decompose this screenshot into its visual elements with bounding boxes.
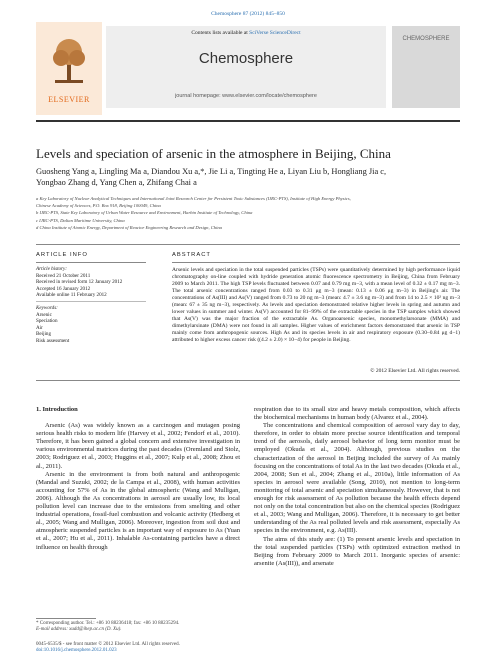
- abstract-rule: [172, 262, 460, 263]
- keywords-label: Keywords:: [36, 305, 58, 311]
- contents-line: [106, 30, 386, 36]
- affiliation: b IJRC-PTS, State Key Laboratory of Urban Water Resource and Environment, Harbin Institute of Technology, China: [36, 210, 253, 216]
- abstract-end-rule: [36, 380, 460, 381]
- contents-prefix: Contents lists available at: [191, 30, 250, 36]
- left-column: [36, 406, 240, 552]
- paragraph: The aims of this study are: (1) To present arsenic levels and speciation in the total suspended particles (TSPs) with optimized extraction method in Beijing from February 2009 to March 2011. Inorganic species of arsenic: arsenite (As(III)), and arsenate: [254, 535, 460, 567]
- affiliation: c IJRC-PTS, Dalian Maritime University, China: [36, 217, 125, 223]
- article-info-heading: ARTICLE INFO: [36, 252, 88, 258]
- keyword[interactable]: Risk assessment: [36, 337, 70, 344]
- publisher-logo[interactable]: [36, 22, 102, 115]
- history-date: Accepted 16 January 2012: [36, 285, 91, 292]
- abstract-heading: ABSTRACT: [172, 252, 211, 258]
- issn: 0045-6535/$ - see front matter © 2012 Elsevier Ltd. All rights reserved.: [36, 642, 180, 647]
- issn-block: [36, 642, 256, 655]
- journal-cover[interactable]: [392, 26, 460, 108]
- keyword[interactable]: Beijing: [36, 331, 51, 338]
- footnote-rule: [36, 618, 96, 619]
- sciencedirect-link[interactable]: SciVerse ScienceDirect: [249, 30, 301, 36]
- affiliation: d China Institute of Atomic Energy, Department of Reactor Engineering Research and Design, China: [36, 224, 222, 230]
- keyword[interactable]: Air: [36, 324, 43, 331]
- copyright: © 2012 Elsevier Ltd. All rights reserved.: [370, 368, 460, 374]
- info-rule: [36, 262, 146, 263]
- info-separator: [36, 301, 146, 302]
- section-divider: [36, 244, 460, 245]
- article-history: [36, 266, 146, 299]
- paragraph: The concentrations and chemical composition of aerosol vary day to day, therefore, in order to obtain more precise source identification and temporal trend of the aerosols, daily aerosol behavior of long term monitor must be employed (Okuda et al., 2004). Although, previous studies on the characterization of the aerosol in Beijing included the survey of As mainly focusing on the concentrations of total As in the last two decades (Okuda et al., 2004, 2008; Sun et al., 2004; Zhang et al., 2010a), little information of As species in aerosol were available (Song, 2010), not mention to long-term monitoring of total arsenic and speciation simultaneously. However, that is not enough for risk assessment of As pollution because the health effects depend not only on the total concentration but also on the chemical species (Rodriguez et al., 2003; Wang and Mulligan, 2006). Therefore, it is necessary to get better understanding of the As real polluted levels and risk assessment, especially As species in the environment, e.g. As(III).: [254, 422, 460, 535]
- history-date: Received 21 October 2011: [36, 272, 91, 279]
- tree-icon: [49, 34, 89, 84]
- affiliation: a Key Laboratory of Nuclear Analytical Techniques and International Joint Research Center for Persistent Toxic Substances (IJRC-PTS), Institute of High Energy Physics,: [36, 196, 351, 201]
- corresponding-author: * Corresponding author. Tel.: +86 10 88236418; fax: +86 10 88235294.: [36, 621, 180, 626]
- journal-citation[interactable]: Chemosphere 87 (2012) 845–850: [211, 11, 285, 17]
- affiliation: Chinese Academy of Sciences, P.O. Box 918, Beijing 100049, China: [36, 203, 161, 209]
- right-column: [254, 406, 460, 568]
- history-date: Available online 11 February 2012: [36, 292, 107, 299]
- keyword[interactable]: Speciation: [36, 318, 58, 325]
- journal-homepage[interactable]: journal homepage: www.elsevier.com/locate/chemosphere: [175, 93, 317, 99]
- journal-header: [106, 26, 386, 108]
- journal-banner: [36, 22, 460, 115]
- doi-link[interactable]: doi:10.1016/j.chemosphere.2012.01.023: [36, 648, 117, 654]
- section-heading: 1. Introduction: [36, 406, 78, 413]
- paragraph: Arsenic in the environment is from both natural and anthropogenic (Mandal and Suzuki, 2002; de la Campa et al., 2008), with human activities accounting for 57% of As in the global atmospheric (Wang and Mulligan, 2006). Although the As concentrations in aerosol are usually low, its local pollution level can increase due to the emissions from smelting and other industrial operations, fossil-fuel combustion and volcanic activity (Hedberg et al., 2005; Wang and Mulligan, 2006). Moreover, ingestion from soil dust and atmospheric suspended particles is an important way of exposure to As (Yuan et al., 2007; Hu et al., 2011). Inhalable As-containing particles have a direct influence on health through: [36, 470, 240, 551]
- history-label: Article history:: [36, 266, 67, 272]
- article-title: Levels and speciation of arsenic in the atmosphere in Beijing, China: [36, 146, 391, 161]
- journal-title[interactable]: Chemosphere: [198, 50, 294, 67]
- author-list: [36, 166, 460, 188]
- cover-title: CHEMOSPHERE: [402, 36, 450, 42]
- paragraph: respiration due to its small size and heavy metals composition, which affects the biochemical mechanisms in human body (Alvarez et al., 2004).: [254, 406, 460, 422]
- publisher-name: ELSEVIER: [48, 95, 90, 104]
- history-date: Received in revised form 12 January 2012: [36, 279, 123, 286]
- abstract-text: Arsenic levels and speciation in the total suspended particles (TSPs) were quantitatively determined by high performance liquid chromatography on-line coupled with hydride generation atomic fluorescence spectrometry in Beijing, China from February 2009 to March 2011. The high TSP levels fluctuated between 0.07 and 0.79 mg m−3, with a mean level of 0.32 ± 0.17 mg m−3. The total arsenic concentrations ranged from 0.03 to 0.31 μg m−3 (mean: 0.13 ± 0.06 μg m−3) in Beijing's air. The concentrations of As(III) and As(V) ranged from 0.73 to 20 ng m−3 (mean: 4.7 ± 3.6 ng m−3) and from 14 to 2.5 × 10² ng m−3 (mean: 67 ± 35 ng m−3), respectively. As levels and speciation demonstrated relative higher levels in spring and autumn and lower values in summer and winter. As(V) accounted for 81–99% of the extractable species in the TSP samples which showed that As(V) was the major fraction of the extractable As. Organoarsenic species, monomethylarsonate (MMA) and dimethylarsinate (DMA) were not found in all samples. Higher values of enrichment factors demonstrated that arsenic in TSP mainly come from anthropogenic sources. High As and its species levels in air and respiratory exposure (0.30–0.84 μg d−1) attributed to higher excess cancer risk ((4.2 ± 2.0) × 10−4) for people in Beijing.: [172, 267, 460, 344]
- author-line: Yongbao Zhang d, Yang Chen a, Zhifang Chai a: [36, 178, 197, 187]
- paragraph: Arsenic (As) was widely known as a carcinogen and mutagen posing serious health risks to modern life (Harvey et al., 2002; Fendorf et al., 2010). Therefore, it has been gained a global concern and extensive investigation in various environmental matrices during the past decades (Oremland and Stolz, 2003; Rodriguez et al., 2003; Huggins et al., 2007; Kulp et al., 2008; Zhou et al., 2011).: [36, 422, 240, 470]
- affiliations: [36, 195, 460, 231]
- email-line[interactable]: E-mail address: xudd@ihep.ac.cn (D. Xu).: [36, 627, 122, 633]
- header-rule: [36, 120, 460, 122]
- keywords: [36, 305, 146, 345]
- footnotes: [36, 621, 240, 634]
- keyword[interactable]: Arsenic: [36, 311, 52, 318]
- author-line: Guosheng Yang a, Lingling Ma a, Diandou Xu a,*, Jie Li a, Tingting He a, Liyan Liu b, Hongliang Jia c,: [36, 167, 387, 176]
